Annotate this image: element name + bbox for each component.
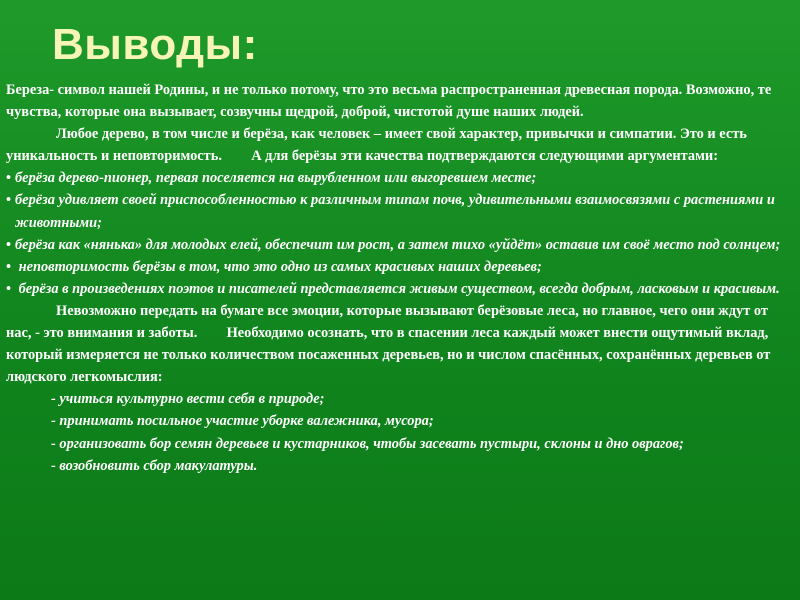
paragraph-2-part-a: Любое дерево, в том числе и берёза, как человек – имеет свой характер, привычки и симпатии. Это и есть уникальность и неповторимость. — [6, 126, 747, 165]
paragraph-2 — [6, 123, 792, 167]
bullet-icon: • — [6, 280, 12, 297]
dash-item: - возобновить сбор макулатуры. — [51, 457, 258, 474]
list-item — [6, 167, 792, 189]
bullet-text: берёза как «нянька» для молодых елей, обеспечит им рост, а затем тихо «уйдёт» оставив им своё место под солнцем; — [15, 236, 781, 253]
dash-item: - учиться культурно вести себя в природе; — [51, 391, 325, 408]
paragraph-2-part-b: А для берёзы эти качества подтверждаются следующими аргументами: — [251, 148, 719, 165]
list-item — [6, 189, 792, 233]
bullet-text: неповторимость берёзы в том, что это одно из самых красивых наших деревьев; — [15, 258, 542, 275]
bullet-icon: • — [6, 170, 12, 187]
paragraph-3-part-b: Необходимо осознать, что в спасении леса каждый может внести ощутимый вклад, который измеряется не только количеством посаженных деревьев, но и числом спасённых, сохранённых деревьев от людского легкомыслия: — [6, 325, 771, 386]
slide-body — [6, 79, 792, 477]
bullet-icon: • — [6, 236, 12, 253]
bullet-icon: • — [6, 258, 12, 275]
dash-item: - организовать бор семян деревьев и кустарников, чтобы засевать пустыри, склоны и дно оврагов; — [51, 435, 684, 452]
bullet-text: берёза дерево-пионер, первая поселяется на вырубленном или выгоревшем месте; — [15, 170, 537, 187]
list-item — [6, 278, 792, 300]
dash-item: - принимать посильное участие уборке валежника, мусора; — [51, 413, 434, 430]
bullet-icon: • — [6, 192, 12, 209]
paragraph-3-part-a: Невозможно передать на бумаге все эмоции, которые вызывают берёзовые леса, но главное, чего они ждут от нас, - это внимания и заботы. — [6, 302, 768, 342]
slide-title-text: Выводы: — [52, 20, 258, 69]
list-item — [6, 234, 792, 256]
paragraph-3 — [6, 300, 792, 388]
list-item — [6, 256, 792, 278]
slide-title — [52, 18, 258, 72]
bullet-text: берёза в произведениях поэтов и писателей представляется живым существом, всегда добрым, ласковым и красивым. — [15, 280, 780, 297]
paragraph-1: Береза- символ нашей Родины, и не только потому, что это весьма распространенная древесная порода. Возможно, те чувства, которые она вызывает, созвучны щедрой, доброй, чистотой душе наших людей. — [6, 82, 772, 121]
bullet-text: берёза удивляет своей приспособленностью к различным типам почв, удивительными взаимосвязями с растениями и животными; — [15, 192, 775, 231]
